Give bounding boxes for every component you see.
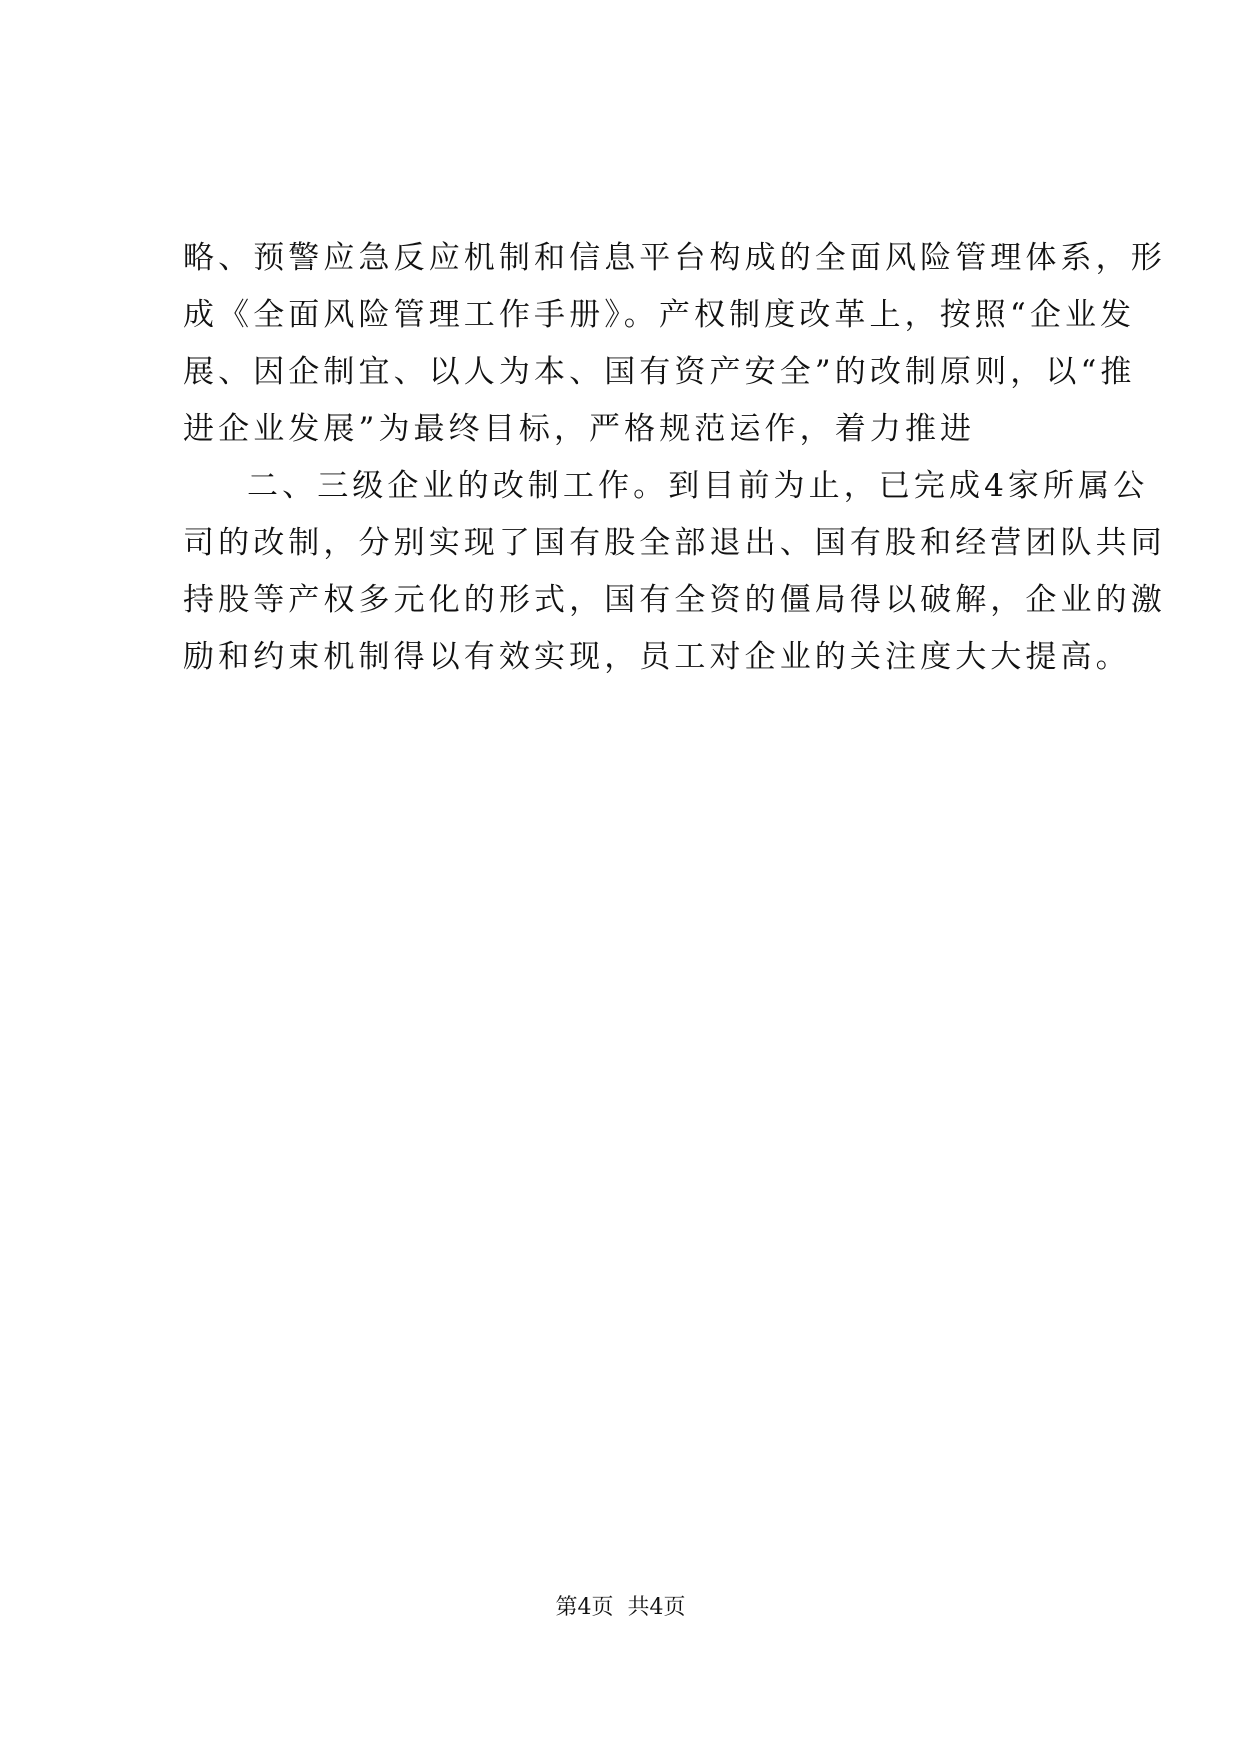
document-body: [183, 230, 1166, 686]
paragraph-2: [183, 458, 1166, 686]
text-line: 二、三级企业的改制工作。到目前为止，已完成4家所属公: [247, 468, 1149, 504]
total-pages-label: 共4页: [627, 1595, 686, 1620]
page-footer: [0, 1593, 1241, 1623]
text-line: 进企业发展”为最终目标，严格规范运作，着力推进: [183, 411, 976, 447]
text-line: 成《全面风险管理工作手册》。产权制度改革上，按照“企业发: [183, 297, 1136, 333]
paragraph-1: [183, 230, 1166, 458]
text-line: 略、预警应急反应机制和信息平台构成的全面风险管理体系，形: [183, 240, 1166, 276]
text-line: 司的改制，分别实现了国有股全部退出、国有股和经营团队共同: [183, 525, 1166, 561]
text-line: 持股等产权多元化的形式，国有全资的僵局得以破解，企业的激: [183, 582, 1166, 618]
current-page-label: 第4页: [555, 1595, 614, 1620]
text-line: 励和约束机制得以有效实现，员工对企业的关注度大大提高。: [183, 639, 1131, 675]
text-line: 展、因企制宜、以人为本、国有资产安全”的改制原则，以“推: [183, 354, 1136, 390]
